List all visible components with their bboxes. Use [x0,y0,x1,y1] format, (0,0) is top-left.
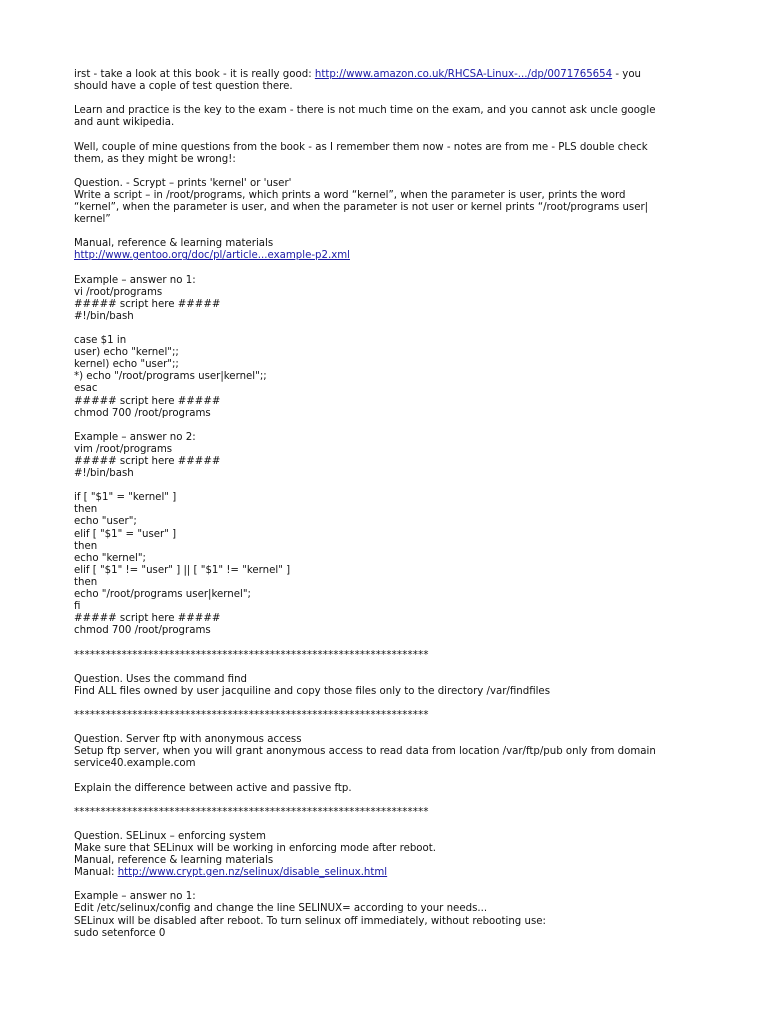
learn-line-2: and aunt wikipedia. [74,117,175,129]
code-line: #!/bin/bash [74,468,134,480]
separator-line: ******************************************************************* [74,649,429,661]
code-line [74,323,714,335]
q1-example-2-title: Example – answer no 2: [74,431,196,443]
code-line: then [74,540,98,552]
intro-paragraph [74,69,714,93]
q4-manual-prefix: Manual: [74,867,118,879]
q1-desc-line-1: Write a script – in /root/programs, which prints a word “kernel”, when the parameter is user, prints the word [74,189,626,201]
q1-manual-block [74,238,714,262]
code-line: case $1 in [74,335,127,347]
q3-desc-line-1: Setup ftp server, when you will grant anonymous access to read data from location /var/ftp/pub only from domain [74,746,656,758]
q1-desc-line-3: kernel” [74,214,111,226]
code-line: elif [ "$1" = "user" ] [74,528,177,540]
code-line: chmod 700 /root/programs [74,625,211,637]
q4-block [74,831,714,879]
code-line: ##### script here ##### [74,395,221,407]
q4-desc: Make sure that SELinux will be working in enforcing mode after reboot. [74,843,436,854]
q4-example-line: SELinux will be disabled after reboot. To turn selinux off immediately, without rebooting use: [74,915,546,927]
separator-line: ******************************************************************* [74,709,429,721]
notes-line-2: them, as they might be wrong!: [74,153,236,165]
learn-line-1: Learn and practice is the key to the exam - there is not much time on the exam, and you cannot ask uncle google [74,105,656,117]
code-line: esac [74,383,98,395]
notes-line-1: Well, couple of mine questions from the book - as I remember them now - notes are from me - PLS double check [74,141,648,153]
q3-block [74,734,714,770]
code-line: user) echo "kernel";; [74,347,179,359]
q4-example-line: Edit /etc/selinux/config and change the line SELINUX= according to your needs... [74,903,488,915]
q3-title: Question. Server ftp with anonymous access [74,734,302,746]
q3-desc-line-2: service40.example.com [74,758,196,770]
q1-title: Question. - Scrypt – prints 'kernel' or 'user' [74,177,292,189]
q1-example-2 [74,432,714,638]
code-line: then [74,576,98,588]
q1-heading-block [74,178,714,226]
intro-text-end: - you [612,69,642,80]
q3-explain: Explain the difference between active and passive ftp. [74,782,352,794]
q4-example-line: sudo setenforce 0 [74,927,166,939]
document-page [74,69,714,952]
code-line: #!/bin/bash [74,310,134,322]
code-line: kernel) echo "user";; [74,359,179,371]
q4-title: Question. SELinux – enforcing system [74,830,266,842]
intro-line-2: should have a cople of test question there. [74,81,293,93]
q4-manual-line [74,867,714,879]
q1-manual-label: Manual, reference & learning materials [74,238,274,250]
code-line: vim /root/programs [74,443,173,455]
selinux-link[interactable]: http://www.crypt.gen.nz/selinux/disable_selinux.html [117,867,388,879]
code-line: if [ "$1" = "kernel" ] [74,492,177,504]
intro-text: irst - take a look at this book - it is really good: [74,69,315,80]
q4-example-1 [74,891,714,939]
code-line: elif [ "$1" != "user" ] || [ "$1" != "kernel" ] [74,564,291,576]
q1-example-1-title: Example – answer no 1: [74,274,196,286]
intro-line-1 [74,69,714,81]
code-line: *) echo "/root/programs user|kernel";; [74,371,267,383]
code-line: ##### script here ##### [74,298,221,310]
code-line: chmod 700 /root/programs [74,407,211,419]
code-line [74,480,714,492]
code-line: echo "user"; [74,516,137,528]
code-line: echo "/root/programs user|kernel"; [74,589,251,601]
code-line: then [74,504,98,516]
q1-example-1 [74,275,714,420]
separator-line: ******************************************************************* [74,806,429,818]
q2-block [74,674,714,698]
q1-desc-line-2: “kernel”, when the parameter is user, and when the parameter is not user or kernel prints “/root/programs user| [74,202,649,214]
q2-desc: Find ALL files owned by user jacquiline and copy those files only to the directory /var/findfiles [74,685,551,697]
book-link[interactable]: http://www.amazon.co.uk/RHCSA-Linux-.../dp/0071765654 [314,69,613,80]
q4-example-1-title: Example – answer no 1: [74,891,196,903]
gentoo-link[interactable]: http://www.gentoo.org/doc/pl/article...example-p2.xml [74,250,350,262]
code-line: ##### script here ##### [74,613,221,625]
q1-manual-link-line [74,250,714,262]
code-line: vi /root/programs [74,286,163,298]
q4-manual-label: Manual, reference & learning materials [74,855,274,867]
q2-title: Question. Uses the command find [74,673,248,685]
notes-paragraph [74,142,714,166]
learn-paragraph [74,105,714,129]
code-line: echo "kernel"; [74,552,146,564]
code-line: fi [74,601,81,613]
code-line: ##### script here ##### [74,456,221,467]
